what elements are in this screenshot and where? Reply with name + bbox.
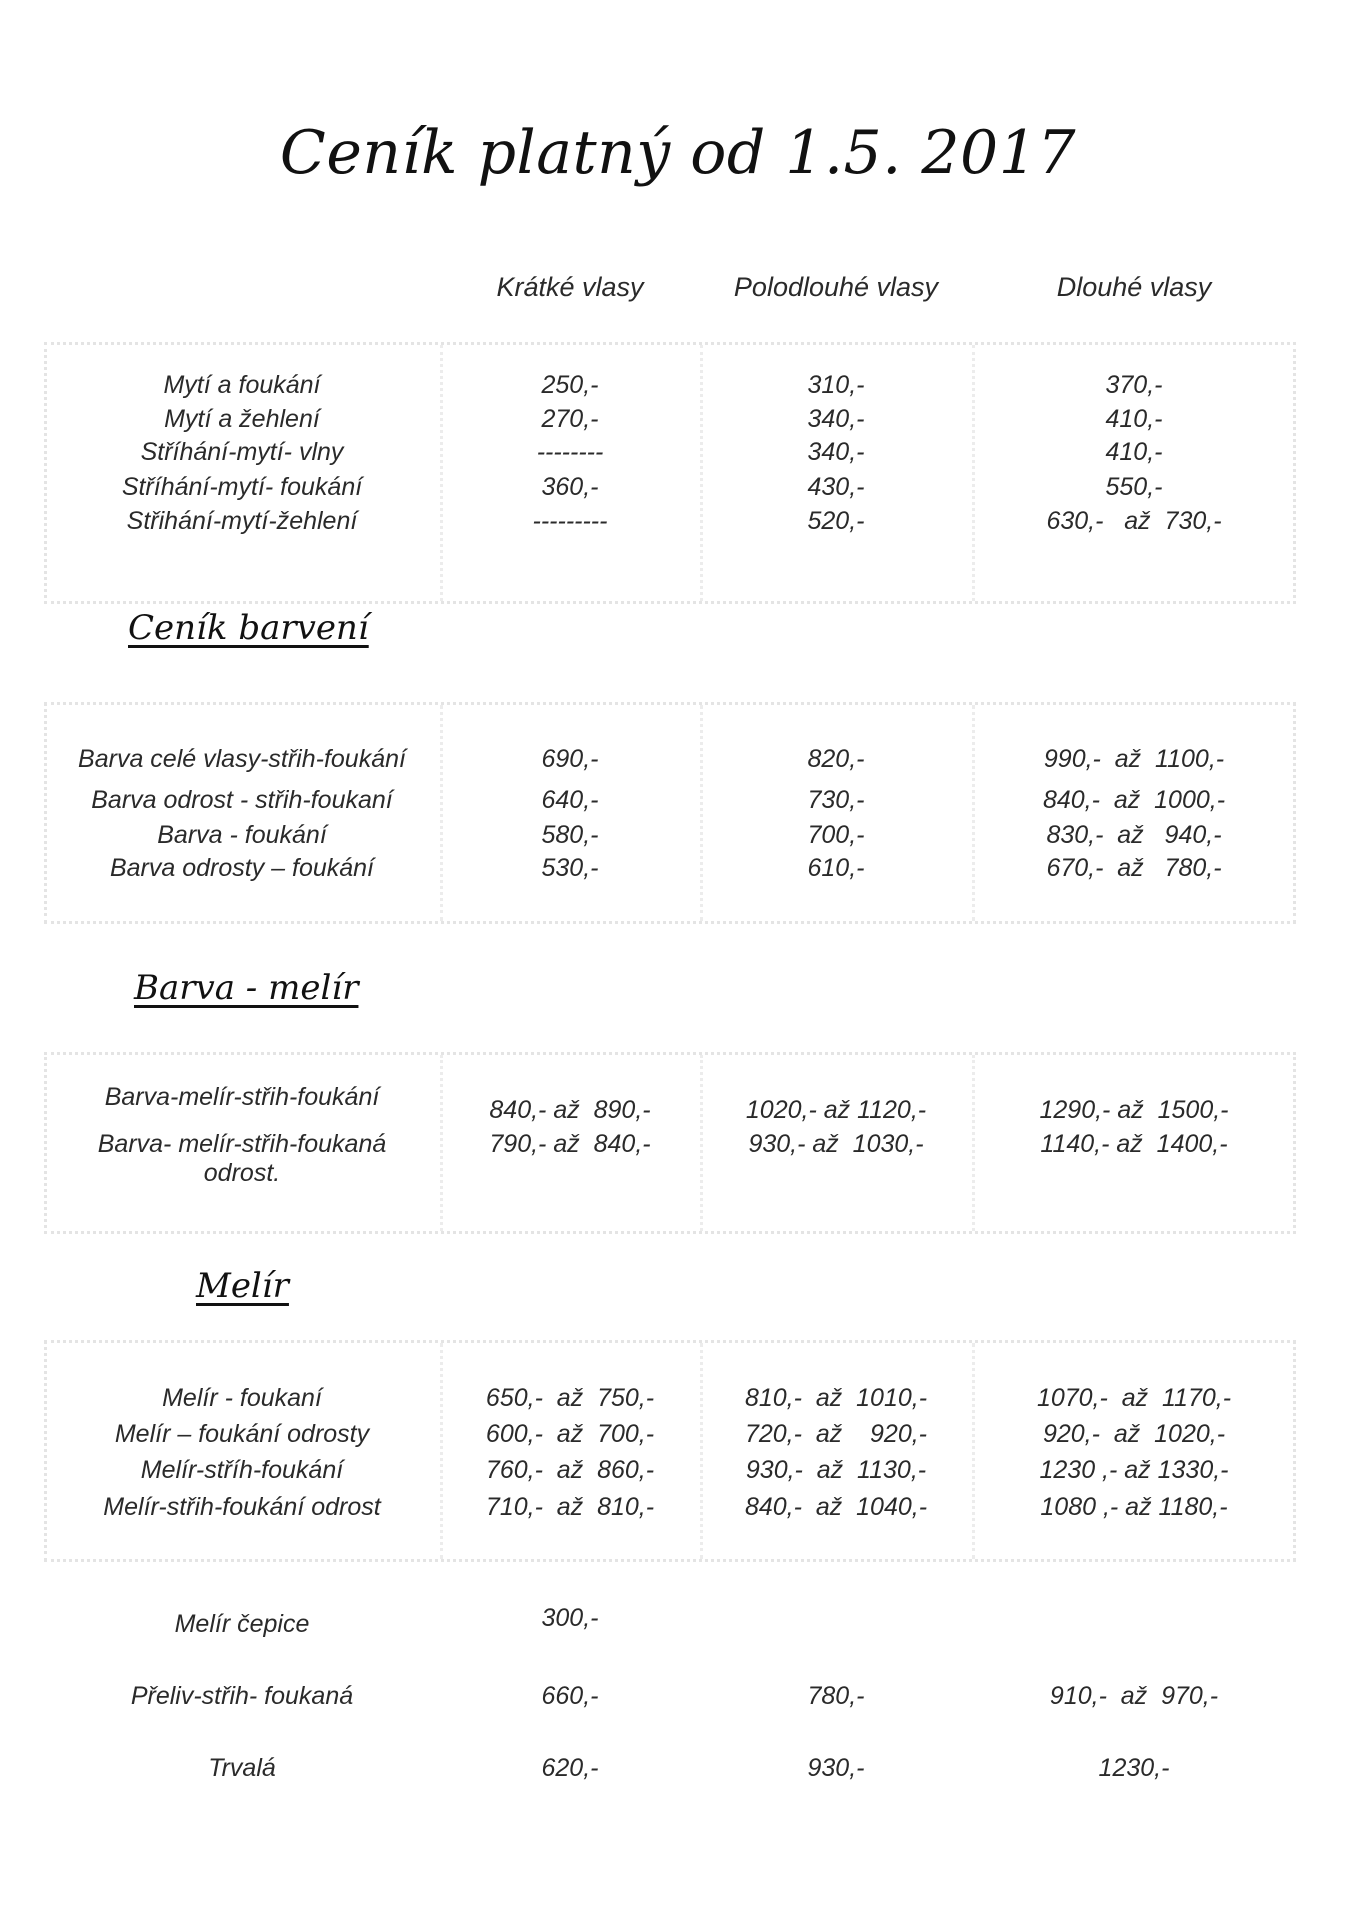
price-medium: 810,- až 1010,-	[744, 1384, 928, 1412]
price-long: 910,- až 970,-	[1049, 1682, 1219, 1710]
price-long: 1140,- až 1400,-	[1040, 1130, 1228, 1158]
price-medium: 310,-	[807, 371, 865, 399]
price-short: 660,-	[541, 1682, 599, 1710]
service-name: Barva celé vlasy-střih-foukání	[78, 745, 406, 773]
column-divider	[972, 1343, 975, 1559]
price-short: 690,-	[541, 745, 599, 773]
price-medium: 610,-	[807, 854, 865, 882]
section-heading-color-highlights: Barva - melír	[134, 968, 359, 1008]
service-name: Melír-stříh-foukání	[140, 1456, 344, 1484]
price-long: 410,-	[1105, 405, 1163, 433]
service-name: Melír čepice	[174, 1610, 310, 1638]
service-name: Přeliv-střih- foukaná	[130, 1682, 354, 1710]
price-short: 300,-	[541, 1604, 599, 1632]
service-name: Barva odrost - střih-foukaní	[91, 786, 393, 814]
column-divider	[440, 1343, 443, 1559]
service-name: Stříhání-mytí- vlny	[140, 438, 344, 466]
service-name: Melír-střih-foukání odrost	[103, 1493, 381, 1521]
section-heading-highlights: Melír	[196, 1266, 289, 1306]
price-short: --------	[536, 438, 604, 466]
service-name: Stříhání-mytí- foukání	[121, 473, 363, 501]
section-heading-coloring: Ceník barvení	[128, 608, 369, 648]
price-short: 620,-	[541, 1754, 599, 1782]
price-long: 830,- až 940,-	[1046, 821, 1222, 849]
price-short: 840,- až 890,-	[489, 1096, 651, 1124]
price-medium: 340,-	[807, 438, 865, 466]
price-long: 670,- až 780,-	[1046, 854, 1222, 882]
price-box-highlights	[44, 1340, 1296, 1562]
price-long: 1070,- až 1170,-	[1036, 1384, 1232, 1412]
column-header-medium: Polodlouhé vlasy	[733, 272, 939, 302]
price-long: 630,- až 730,-	[1046, 507, 1222, 535]
price-short: 530,-	[541, 854, 599, 882]
price-short: ---------	[532, 507, 608, 535]
price-long: 1290,- až 1500,-	[1039, 1096, 1229, 1124]
service-name: Barva-melír-střih-foukání	[104, 1083, 380, 1111]
price-long: 370,-	[1105, 371, 1163, 399]
price-long: 840,- až 1000,-	[1042, 786, 1226, 814]
price-medium: 930,-	[807, 1754, 865, 1782]
price-medium: 720,- až 920,-	[744, 1420, 928, 1448]
price-short: 710,- až 810,-	[485, 1493, 655, 1521]
price-short: 580,-	[541, 821, 599, 849]
price-short: 650,- až 750,-	[485, 1384, 655, 1412]
service-name: Střihání-mytí-žehlení	[126, 507, 358, 535]
price-long: 1080 ,- až 1180,-	[1040, 1493, 1228, 1521]
price-medium: 430,-	[807, 473, 865, 501]
price-long: 990,- až 1100,-	[1043, 745, 1225, 773]
price-medium: 930,- až 1030,-	[748, 1130, 924, 1158]
price-short: 760,- až 860,-	[485, 1456, 655, 1484]
price-medium: 730,-	[807, 786, 865, 814]
price-short: 270,-	[541, 405, 599, 433]
price-short: 250,-	[541, 371, 599, 399]
page-title: Ceník platný od 1.5. 2017	[279, 118, 1077, 188]
price-medium: 840,- až 1040,-	[744, 1493, 928, 1521]
service-name: Trvalá	[208, 1754, 276, 1782]
service-name: Barva - foukání	[157, 821, 327, 849]
price-medium: 780,-	[807, 1682, 865, 1710]
column-header-long: Dlouhé vlasy	[1056, 272, 1212, 302]
service-name: Mytí a foukání	[163, 371, 321, 399]
price-short: 640,-	[541, 786, 599, 814]
price-medium: 1020,- až 1120,-	[745, 1096, 927, 1124]
price-medium: 700,-	[807, 821, 865, 849]
price-medium: 930,- až 1130,-	[745, 1456, 927, 1484]
price-long: 550,-	[1105, 473, 1163, 501]
price-long: 410,-	[1105, 438, 1163, 466]
price-long: 1230 ,- až 1330,-	[1039, 1456, 1229, 1484]
service-name: Mytí a žehlení	[164, 405, 320, 433]
price-short: 360,-	[541, 473, 599, 501]
price-medium: 820,-	[807, 745, 865, 773]
service-name: Melír - foukaní	[162, 1384, 322, 1412]
price-short: 600,- až 700,-	[485, 1420, 655, 1448]
service-name: Barva- melír-střih-foukaná odrost.	[97, 1130, 387, 1187]
price-long: 920,- až 1020,-	[1042, 1420, 1226, 1448]
price-medium: 340,-	[807, 405, 865, 433]
service-name: Barva odrosty – foukání	[109, 854, 375, 882]
price-medium: 520,-	[807, 507, 865, 535]
price-long: 1230,-	[1098, 1754, 1170, 1782]
column-header-short: Krátké vlasy	[496, 272, 644, 302]
service-name: Melír – foukání odrosty	[114, 1420, 370, 1448]
column-divider	[700, 1343, 703, 1559]
price-short: 790,- až 840,-	[489, 1130, 651, 1158]
